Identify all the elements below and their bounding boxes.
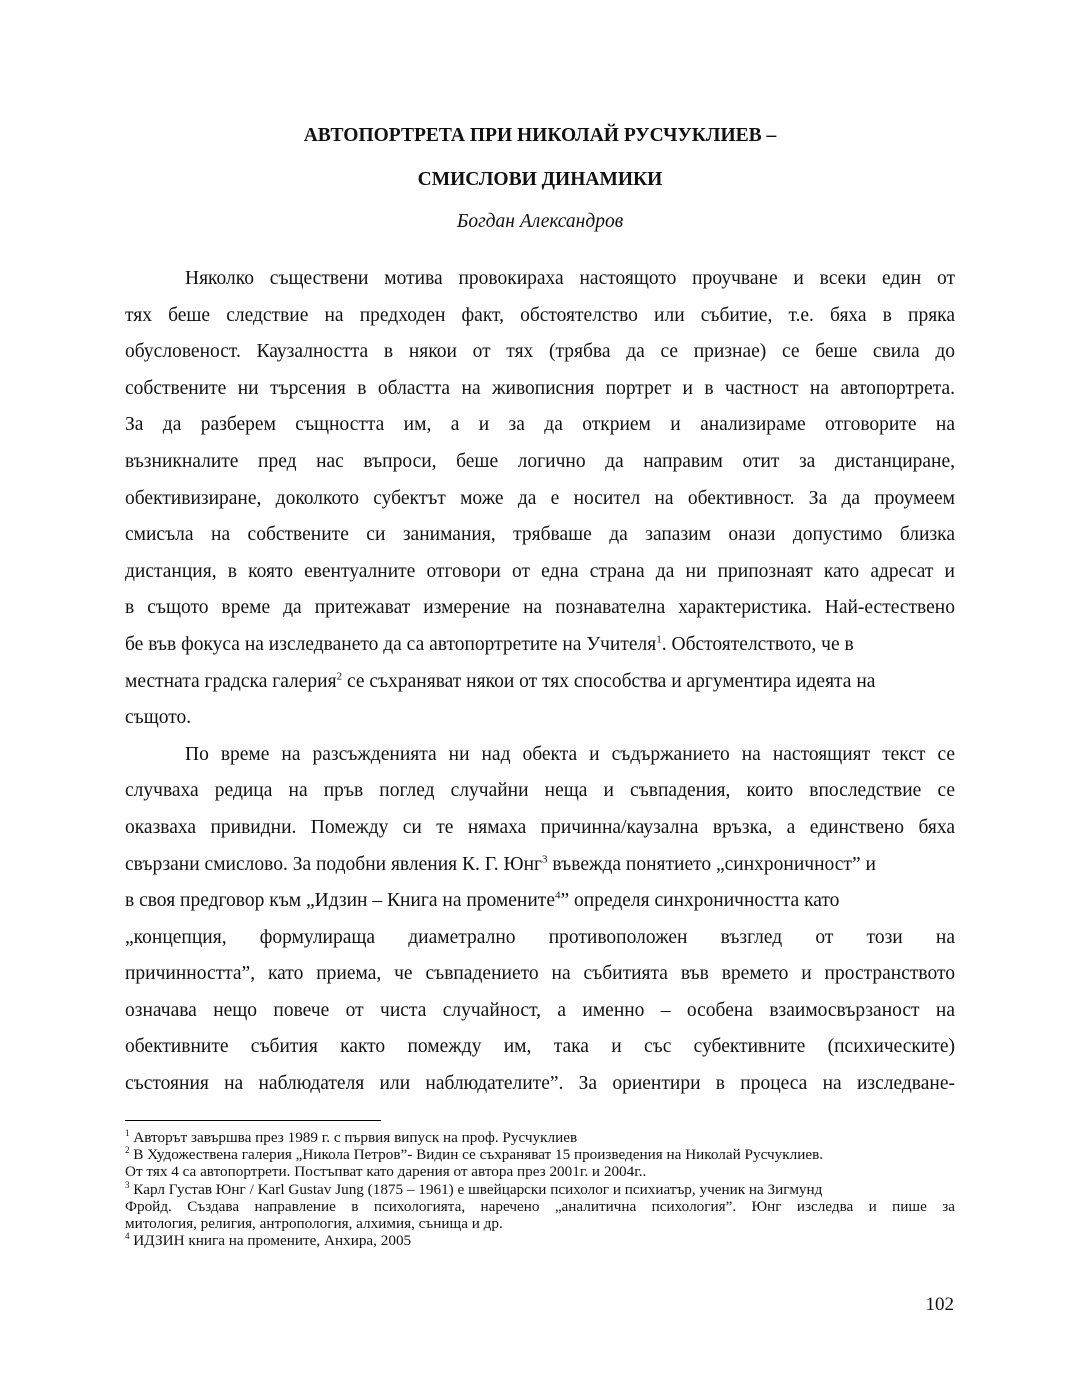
footnote-2 <box>125 1146 955 1163</box>
article-title-line-1: АВТОПОРТРЕТА ПРИ НИКОЛАЙ РУСЧУКЛИЕВ – <box>303 125 777 146</box>
paragraph-line <box>125 664 955 701</box>
paragraph-line: По време на разсъжденията ни над обекта и съдържанието на настоящият текст се <box>185 743 955 765</box>
footnote-ref-4[interactable]: 4 <box>554 889 561 902</box>
text-segment: въвежда понятието „синхроничност” и <box>547 853 876 875</box>
text-segment: в своя предговор към „Идзин – Книга на промените <box>125 890 555 912</box>
text-segment: ” определя синхроничността като <box>560 890 840 912</box>
paragraph-line: За да разберем същността им, а и за да открием и анализираме отговорите на <box>125 414 955 436</box>
paragraph-line: обусловеност. Каузалността в някои от тях (трябва да се признае) се беше свила до <box>125 341 955 363</box>
author-name: Богдан Александров <box>456 211 624 232</box>
paragraph-line: тях беше следствие на предходен факт, обстоятелство или събитие, т.е. бяха в пряка <box>125 304 955 326</box>
paragraph-line: собствените ни търсения в областта на живописния портрет и в частност на автопортрета. <box>125 377 955 399</box>
footnote-ref-1[interactable]: 1 <box>656 633 662 646</box>
footnote-number: 4 <box>125 1232 130 1242</box>
footnote-ref-3[interactable]: 3 <box>542 853 548 865</box>
paragraph-line: оказваха привидни. Помежду си те нямаха причинна/каузална връзка, а единствено бяха <box>125 816 955 838</box>
footnote-number: 3 <box>125 1180 130 1190</box>
paragraph-line: означава нещо повече от чиста случайност, а именно – особена взаимосвързаност на <box>125 999 955 1021</box>
paragraph-line <box>125 627 955 664</box>
footnote-1 <box>125 1129 955 1146</box>
paragraph-line: обективизиране, доколкото субектът може да е носител на обективност. За да проумеем <box>125 487 955 509</box>
paragraph-line: причинността”, като приема, че съвпадението на събитията във времето и пространството <box>125 963 955 985</box>
footnote-text: Карл Густав Юнг / Karl Gustav Jung (1875 – 1961) е швейцарски психолог и психиатър, ученик на Зигмунд <box>133 1180 823 1198</box>
footnote-3 <box>125 1181 955 1198</box>
footnote-3-continued: митология, религия, антропология, алхимия, сънища и др. <box>125 1214 503 1232</box>
footnote-ref-2[interactable]: 2 <box>336 670 343 683</box>
paragraph-line: Няколко съществени мотива провокираха настоящото проучване и всеки един от <box>185 268 955 289</box>
paragraph-line: възникналите пред нас въпроси, беше логично да направим отит за дистанциране, <box>125 450 955 472</box>
text-segment: бе във фокуса на изследването да са автопортретите на Учителя <box>125 633 657 655</box>
paragraph-line: смисъла на собствените си занимания, трябваше да запазим онази допустимо близка <box>125 524 955 546</box>
footnotes <box>125 1129 955 1249</box>
text-segment: . Обстоятелството, че в <box>661 633 854 655</box>
footnote-text: В Художествена галерия „Никола Петров”- Видин се съхраняват 15 произведения на Николай Русчуклиев. <box>133 1146 824 1164</box>
paragraph-line: в същото време да притежават измерение на познавателна характеристика. Най-естествено <box>125 597 955 619</box>
paragraph-line <box>125 847 955 884</box>
text-segment: се съхраняват някои от тях способства и аргументира идеята на <box>342 670 876 692</box>
paragraph-line: обективните събития както помежду им, така и със субективните (психическите) <box>125 1036 955 1058</box>
footnote-text: Авторът завършва през 1989 г. с първия випуск на проф. Русчуклиев <box>133 1129 578 1146</box>
paragraph-line: дистанция, в която евентуалните отговори от една страна да ни припознаят като адресат и <box>125 560 955 582</box>
paragraph-line <box>125 883 955 920</box>
footnote-2-continued: От тях 4 са автопортрети. Постъпват като дарения от автора през 2001г. и 2004г.. <box>125 1163 647 1181</box>
paragraph-line: същото. <box>125 707 192 729</box>
footnote-divider <box>125 1120 381 1121</box>
text-segment: местната градска галерия <box>125 670 337 692</box>
text-segment: свързани смислово. За подобни явления К. Г. Юнг <box>125 853 543 875</box>
footnote-number: 2 <box>125 1146 130 1156</box>
footnote-text: ИДЗИН книга на промените, Анхира, 2005 <box>133 1232 412 1250</box>
article-title-line-2: СМИСЛОВИ ДИНАМИКИ <box>417 169 663 190</box>
paragraph-line: „концепция, формулираща диаметрално противоположен възглед от този на <box>125 926 955 948</box>
article-body <box>125 261 955 1103</box>
page-number: 102 <box>925 1294 954 1315</box>
footnote-4 <box>125 1232 955 1249</box>
footnote-number: 1 <box>125 1129 130 1138</box>
footnote-3-continued: Фройд. Създава направление в психологията, наречено „аналитична психология”. Юнг изследва и пише за <box>125 1197 955 1215</box>
paragraph-line: състояния на наблюдателя или наблюдателите”. За ориентири в процеса на изследване- <box>125 1073 955 1095</box>
paragraph-line: случваха редица на пръв поглед случайни неща и съвпадения, които впоследствие се <box>125 780 955 802</box>
